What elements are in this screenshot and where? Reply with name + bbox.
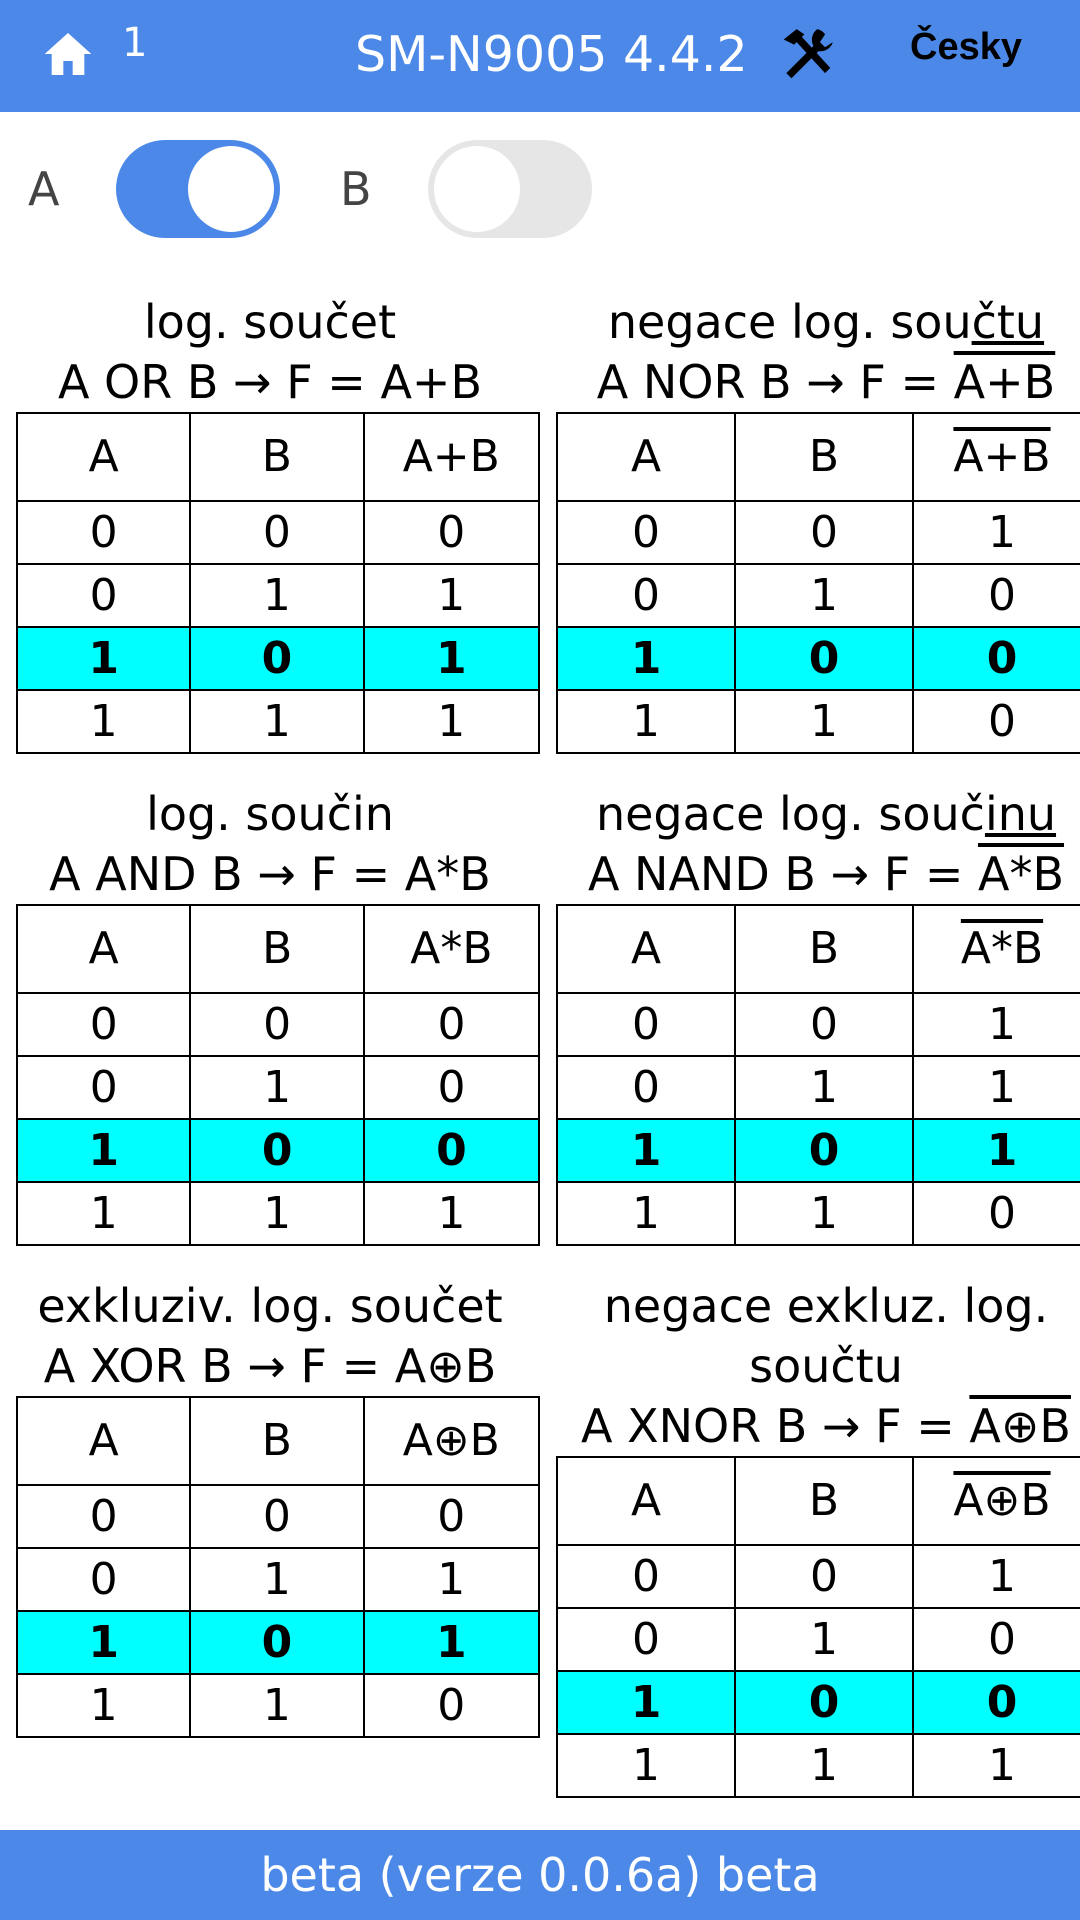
cell: 1 [735, 1182, 913, 1245]
and-title: log. součin [146, 787, 394, 841]
nor-table [556, 412, 1080, 754]
xnor-title: negace exkluz. log. [603, 1279, 1049, 1333]
table-row [17, 1182, 539, 1245]
cell: 0 [17, 1548, 190, 1611]
cell: 0 [735, 993, 913, 1056]
version-footer: beta (verze 0.0.6a) beta [0, 1830, 1080, 1920]
table-row [557, 1734, 1080, 1797]
table-row-highlighted [17, 1611, 539, 1674]
cell: 1 [364, 690, 539, 753]
header-cell: B [735, 1457, 913, 1545]
cell: 0 [557, 564, 735, 627]
nor-title-part: negace log. sou [607, 295, 972, 349]
table-row [17, 1056, 539, 1119]
cell: 1 [17, 1119, 190, 1182]
cell: 1 [190, 1548, 363, 1611]
table-row [557, 564, 1080, 627]
header-cell: A+B [364, 413, 539, 501]
cell: 1 [364, 1611, 539, 1674]
cell: 1 [735, 1608, 913, 1671]
cell: 1 [190, 1674, 363, 1737]
cell: 1 [17, 1182, 190, 1245]
xnor-formula-prefix: A XNOR B → F = [581, 1399, 970, 1453]
cell: 0 [364, 993, 539, 1056]
cell: 0 [735, 627, 913, 690]
cell: 1 [735, 690, 913, 753]
cell: 1 [190, 1056, 363, 1119]
table-header-row [17, 413, 539, 501]
cell: 1 [913, 501, 1080, 564]
tools-icon[interactable] [776, 24, 838, 86]
cell: 0 [190, 1119, 363, 1182]
cell: 0 [557, 993, 735, 1056]
cell: 1 [557, 1734, 735, 1797]
xor-section [0, 1276, 540, 1738]
cell: 1 [17, 1674, 190, 1737]
cell: 1 [913, 1545, 1080, 1608]
header-cell: A*B [364, 905, 539, 993]
cell: 1 [557, 690, 735, 753]
device-title: SM-N9005 4.4.2 [355, 26, 748, 83]
cell: 1 [190, 1182, 363, 1245]
xor-formula: A XOR B → F = A⊕B [43, 1339, 497, 1393]
cell: 1 [190, 564, 363, 627]
toggle-a[interactable] [116, 140, 280, 238]
table-row [17, 1548, 539, 1611]
header-cell: A [17, 413, 190, 501]
table-row [557, 1608, 1080, 1671]
cell: 0 [17, 1056, 190, 1119]
input-a-label: A [28, 162, 60, 216]
nand-title [556, 784, 1080, 844]
cell: 1 [557, 1671, 735, 1734]
cell: 1 [190, 690, 363, 753]
cell: 0 [364, 1485, 539, 1548]
table-row [557, 1056, 1080, 1119]
table-header-row [557, 413, 1080, 501]
cell: 0 [190, 627, 363, 690]
table-row-highlighted [557, 1671, 1080, 1734]
table-row-highlighted [557, 627, 1080, 690]
table-row [17, 1485, 539, 1548]
table-header-row [557, 905, 1080, 993]
and-table [16, 904, 540, 1246]
xnor-table [556, 1456, 1080, 1798]
nor-formula [556, 352, 1080, 412]
cell: 1 [17, 1611, 190, 1674]
cell: 0 [17, 993, 190, 1056]
cell: 0 [190, 1485, 363, 1548]
header-cell: B [735, 413, 913, 501]
table-row-highlighted [17, 627, 539, 690]
cell: 0 [364, 1119, 539, 1182]
nand-formula-prefix: A NAND B → F = [587, 847, 978, 901]
cell: 0 [17, 1485, 190, 1548]
cell: 1 [735, 1734, 913, 1797]
nand-formula [556, 844, 1080, 904]
language-button[interactable]: Česky [910, 26, 1022, 68]
or-title: log. součet [143, 295, 397, 349]
nor-section [556, 292, 1080, 754]
toggle-a-knob [188, 146, 274, 232]
cell: 0 [913, 690, 1080, 753]
cell: 0 [557, 1608, 735, 1671]
table-row-highlighted [557, 1119, 1080, 1182]
cell: 1 [364, 627, 539, 690]
xnor-formula-overline: A⊕B [969, 1399, 1071, 1453]
table-row [17, 1674, 539, 1737]
header-cell: A+B [913, 413, 1080, 501]
header-cell: A⊕B [364, 1397, 539, 1485]
xor-table [16, 1396, 540, 1738]
cell: 0 [557, 1545, 735, 1608]
cell: 1 [364, 564, 539, 627]
nor-title-underlined: čtu [971, 295, 1045, 349]
header-cell: A [17, 905, 190, 993]
header-cell: A*B [913, 905, 1080, 993]
header-cell: A [557, 1457, 735, 1545]
table-row [17, 564, 539, 627]
cell: 1 [17, 690, 190, 753]
header-cell: B [190, 905, 363, 993]
cell: 1 [364, 1182, 539, 1245]
cell: 1 [913, 1734, 1080, 1797]
app-header [0, 0, 1080, 112]
toggle-b[interactable] [428, 140, 592, 238]
nand-title-part: negace log. souč [595, 787, 985, 841]
table-header-row [557, 1457, 1080, 1545]
cell: 0 [364, 501, 539, 564]
cell: 0 [190, 501, 363, 564]
cell: 1 [913, 1056, 1080, 1119]
table-row [17, 690, 539, 753]
cell: 1 [557, 1119, 735, 1182]
nand-formula-overline: A*B [977, 847, 1065, 901]
cell: 1 [735, 1056, 913, 1119]
table-row [557, 1182, 1080, 1245]
nand-section [556, 784, 1080, 1246]
header-cell: A [17, 1397, 190, 1485]
header-cell: B [190, 1397, 363, 1485]
cell: 1 [557, 627, 735, 690]
cell: 0 [364, 1674, 539, 1737]
header-cell: A [557, 905, 735, 993]
nor-title [556, 292, 1080, 352]
xnor-formula [556, 1396, 1080, 1456]
cell: 0 [557, 501, 735, 564]
nand-title-underlined: inu [984, 787, 1057, 841]
cell: 0 [913, 627, 1080, 690]
table-row [17, 501, 539, 564]
and-formula: A AND B → F = A*B [49, 847, 491, 901]
table-header-row [17, 905, 539, 993]
nor-formula-overline: A+B [953, 355, 1056, 409]
cell: 0 [735, 1671, 913, 1734]
cell: 1 [364, 1548, 539, 1611]
xnor-title-line2: součtu [749, 1339, 903, 1393]
header-cell: A [557, 413, 735, 501]
table-row [557, 690, 1080, 753]
and-section [0, 784, 540, 1246]
header-cell: B [190, 413, 363, 501]
cell: 1 [17, 627, 190, 690]
or-table [16, 412, 540, 754]
cell: 0 [735, 1545, 913, 1608]
cell: 0 [913, 1608, 1080, 1671]
cell: 0 [190, 1611, 363, 1674]
table-row [557, 993, 1080, 1056]
cell: 0 [364, 1056, 539, 1119]
table-row [557, 1545, 1080, 1608]
table-row [17, 993, 539, 1056]
cell: 0 [913, 564, 1080, 627]
cell: 1 [557, 1182, 735, 1245]
header-cell: B [735, 905, 913, 993]
cell: 0 [17, 564, 190, 627]
cell: 1 [913, 1119, 1080, 1182]
cell: 0 [557, 1056, 735, 1119]
cell: 0 [190, 993, 363, 1056]
nor-formula-prefix: A NOR B → F = [596, 355, 954, 409]
table-header-row [17, 1397, 539, 1485]
nand-table [556, 904, 1080, 1246]
cell: 1 [913, 993, 1080, 1056]
home-icon[interactable] [40, 26, 96, 82]
xnor-section [556, 1276, 1080, 1798]
or-formula: A OR B → F = A+B [57, 355, 483, 409]
xor-title: exkluziv. log. součet [37, 1279, 503, 1333]
cell: 0 [913, 1182, 1080, 1245]
input-b-label: B [340, 162, 372, 216]
header-cell: A⊕B [913, 1457, 1080, 1545]
cell: 0 [735, 1119, 913, 1182]
toggle-b-knob [434, 146, 520, 232]
cell: 0 [17, 501, 190, 564]
cell: 1 [735, 564, 913, 627]
table-row-highlighted [17, 1119, 539, 1182]
page-badge: 1 [122, 20, 148, 66]
cell: 0 [913, 1671, 1080, 1734]
or-section [0, 292, 540, 754]
cell: 0 [735, 501, 913, 564]
table-row [557, 501, 1080, 564]
